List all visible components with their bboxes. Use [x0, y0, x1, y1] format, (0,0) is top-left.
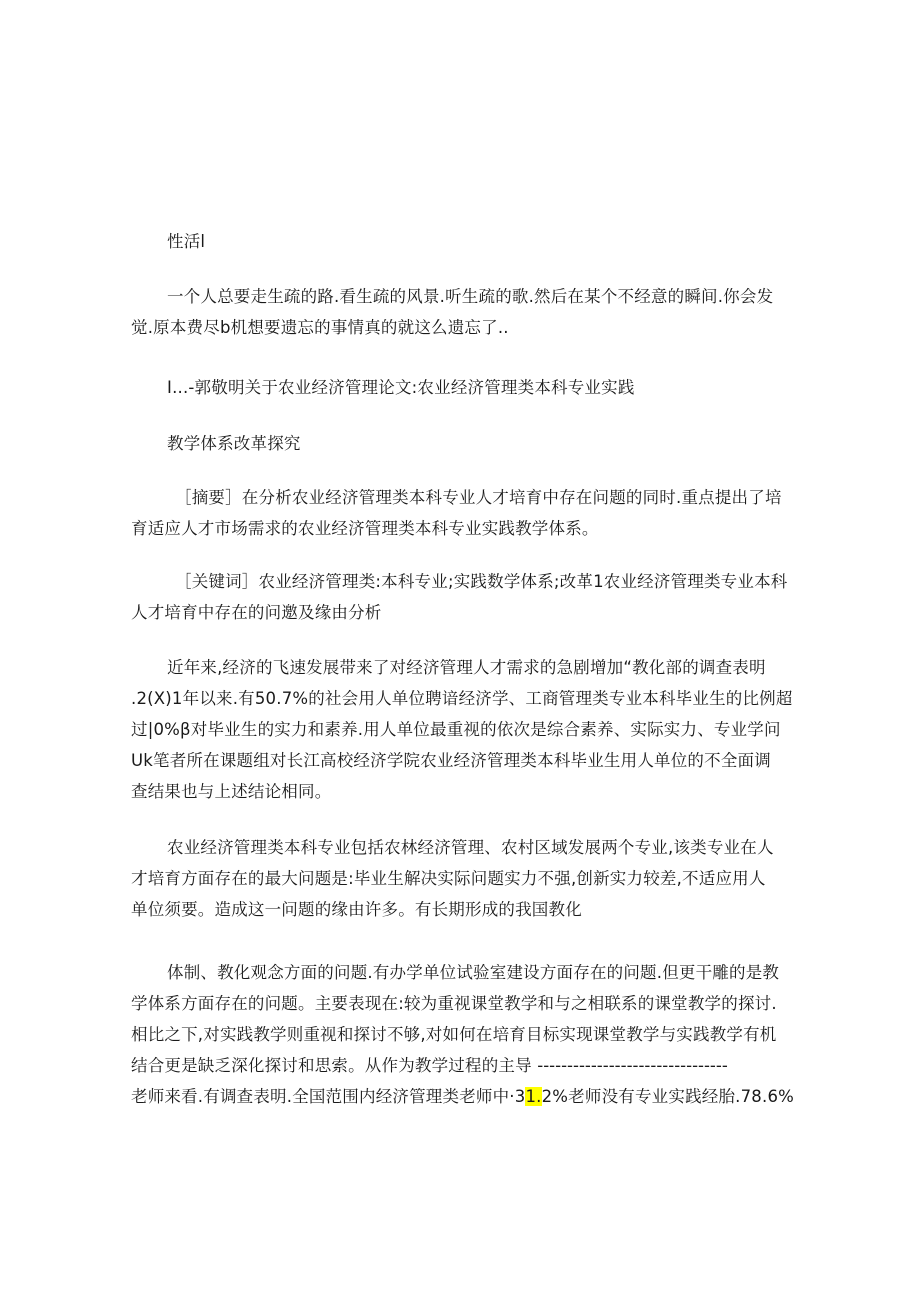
abstract-line: ［摘要］在分析农业经济管理类本科专业人才培育中存在问题的同时.重点提出了培: [175, 488, 782, 507]
abstract-line: 育适应人才市场需求的农业经济管理类本科专业实践教学体系。: [131, 519, 599, 538]
abstract-paragraph: [131, 482, 791, 544]
paragraph-line: 单位须要。造成这一问题的缘由许多。有长期形成的我国教化: [131, 900, 582, 919]
epigraph-line: 一个人总要走生疏的路.看生疏的风景.听生疏的歌.然后在某个不经意的瞬间.你会发: [167, 287, 774, 306]
title-line-2-block: [131, 428, 791, 459]
paragraph-line: 体制、教化观念方面的问题.有办学单位试验室建设方面存在的问题.但更干雕的是教: [167, 963, 780, 982]
doc-title-line: 教学体系改革探究: [167, 434, 301, 453]
paragraph-line: [131, 1050, 791, 1081]
paragraph-line: 学体系方面存在的问题。主要表现在:较为重视课堂教学和与之相联系的课堂教学的探讨.: [131, 994, 777, 1013]
epigraph-paragraph: [131, 281, 791, 343]
body-paragraph-3: [131, 957, 795, 1112]
highlighted-text: 1.: [525, 1087, 542, 1106]
dashed-rule: --------------------------------: [537, 1056, 728, 1075]
paragraph-line: 过|0%β对毕业生的实力和素养.用人单位最重视的依次是综合素养、实际实力、专业学问: [131, 720, 781, 739]
paragraph-line: Uk笔者所在课题组对长江高校经济学院农业经济管理类本科毕业生用人单位的不全面调: [131, 751, 771, 770]
paragraph-line-text: 老师来看.有调查表明.全国范围内经济管理类老师中·3: [131, 1087, 526, 1106]
paragraph-line: [131, 1081, 795, 1112]
paragraph-line: .2(X)1年以来.有50.7%的社会用人单位聘谙经济学、工商管理类专业本科毕业生的比例超: [131, 689, 793, 708]
epigraph-line: 觉.原本费尽b机想要遗忘的事情真的就这么遗忘了..: [131, 318, 509, 337]
title-line-1-block: [131, 372, 791, 403]
paragraph-line: 农业经济管理类本科专业包括农林经济管理、农村区域发展两个专业,该类专业在人: [167, 838, 774, 857]
keywords-paragraph: [131, 566, 791, 628]
heading-short-block: [131, 226, 791, 257]
body-paragraph-1: [131, 652, 791, 807]
body-paragraph-2: [131, 832, 791, 925]
paragraph-line: 近年来,经济的飞速发展带来了对经济管理人才需求的急剧增加“教化部的调查表明: [167, 658, 766, 677]
paragraph-line: 相比之下,对实践教学则重视和探讨不够,对如何在培育目标实现课堂教学与实践教学有机: [131, 1025, 777, 1044]
paragraph-line: 查结果也与上述结论相同。: [131, 782, 332, 801]
doc-title-line: I...-郭敬明关于农业经济管理论文:农业经济管理类本科专业实践: [167, 378, 635, 397]
heading-short: 性活l: [167, 232, 206, 251]
paragraph-line-text: 结合更是缺乏深化探讨和思索。从作为教学过程的主导: [131, 1056, 532, 1075]
paragraph-line: 才培育方面存在的最大问题是:毕业生解决实际问题实力不强,创新实力较差,不适应用人: [131, 869, 766, 888]
keywords-line: ［关键词］农业经济管理类:本科专业;实践数学体系;改革1农业经济管理类专业本科: [175, 572, 788, 591]
paragraph-line-text: 2%老师没有专业实践经胎.78.6%: [541, 1087, 795, 1106]
keywords-line: 人才培育中存在的问邀及缘由分析: [131, 603, 382, 622]
